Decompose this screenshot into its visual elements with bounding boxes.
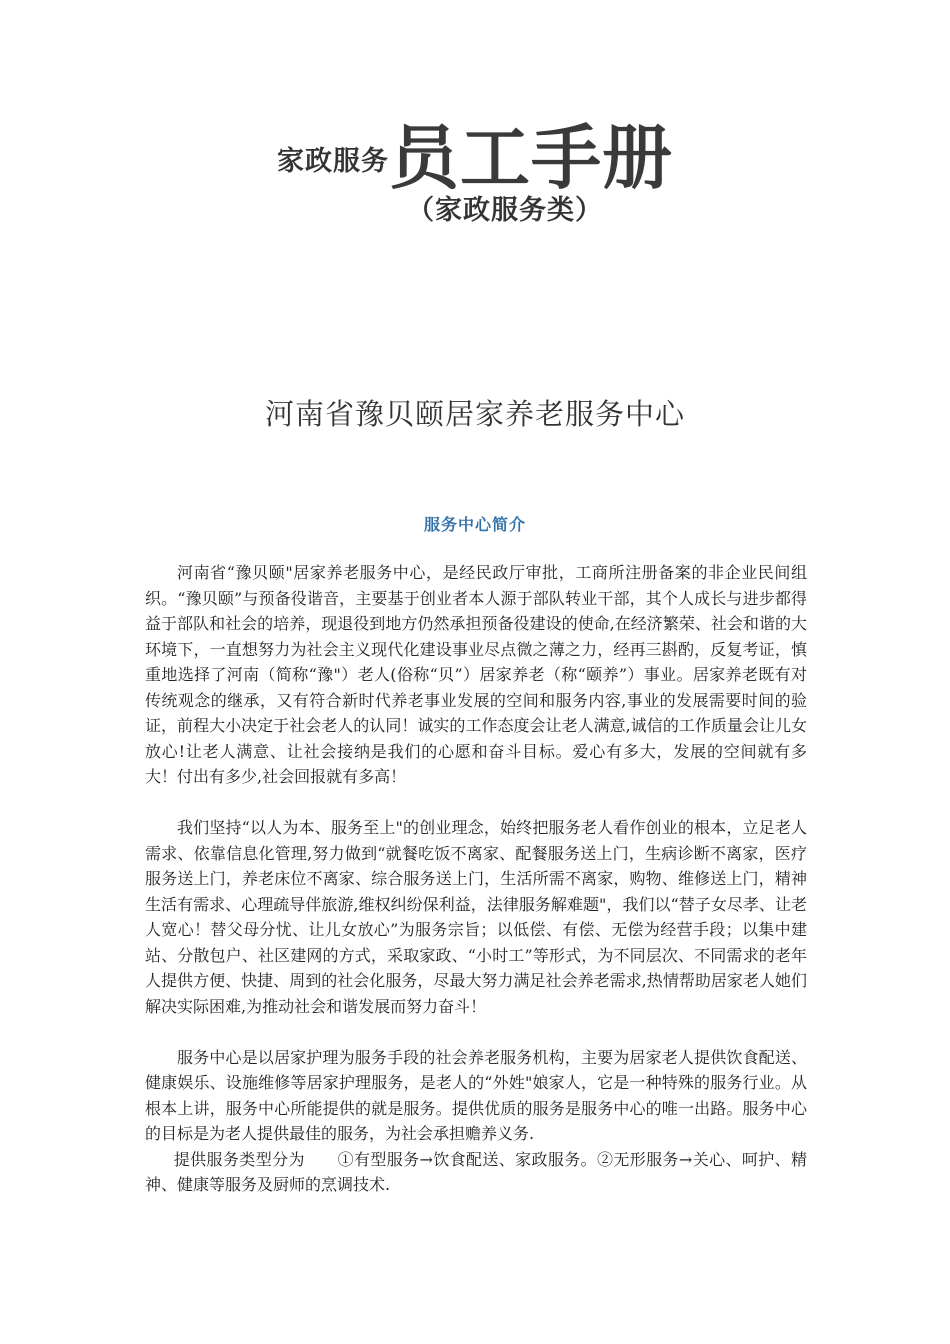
section-body: [145, 560, 807, 1198]
paragraph-mission: 服务中心是以居家护理为服务手段的社会养老服务机构，主要为居家老人提供饮食配送、健康娱乐、设施维修等居家护理服务，是老人的“外姓"娘家人，它是一种特殊的服务行业。从根本上讲，服务中心所能提供的就是服务。提供优质的服务是服务中心的唯一出路。服务中心的目标是为老人提供最佳的服务，为社会承担赡养义务.: [145, 1047, 807, 1143]
paragraph-philosophy: 我们坚持“以人为本、服务至上"的创业理念，始终把服务老人看作创业的根本，立足老人需求、依靠信息化管理,努力做到“就餐吃饭不离家、配餐服务送上门，生病诊断不离家，医疗服务送上门，养老床位不离家、综合服务送上门，生活所需不离家，购物、维修送上门，精神生活有需求、心理疏导伴旅游,维权纠纷保利益，法律服务解难题"，我们以“替子女尽孝、让老人宽心！替父母分忧、让儿女放心”为服务宗旨；以低偿、有偿、无偿为经营手段；以集中建站、分散包户、社区建网的方式，采取家政、“小时工”等形式，为不同层次、不同需求的老年人提供方便、快捷、周到的社会化服务，尽最大努力满足社会养老需求,热情帮助居家老人她们解决实际困难,为推动社会和谐发展而努力奋斗！: [145, 818, 807, 1016]
document-title: 员工手册: [389, 117, 673, 199]
title-prefix: 家政服务: [277, 146, 389, 177]
title-block: [0, 118, 950, 227]
paragraph-service-types: 提供服务类型分为 ①有型服务→饮食配送、家政服务。②无形服务→关心、呵护、精神、健康等服务及厨师的烹调技术.: [145, 1149, 807, 1194]
organization-name: 河南省豫贝颐居家养老服务中心: [264, 397, 685, 431]
paragraph-intro: 河南省“豫贝颐"居家养老服务中心，是经民政厅审批，工商所注册备案的非企业民间组织。“豫贝颐”与预备役谐音，主要基于创业者本人源于部队转业干部，其个人成长与进步都得益于部队和社会的培养，现退役到地方仍然承担预备役建设的使命,在经济繁荣、社会和谐的大环境下，一直想努力为社会主义现代化建设事业尽点微之薄之力，经再三斟酌，反复考证，慎重地选择了河南（简称“豫"）老人(俗称“贝”）居家养老（称“颐养”）事业。居家养老既有对传统观念的继承，又有符合新时代养老事业发展的空间和服务内容,事业的发展需要时间的验证，前程大小决定于社会老人的认同！诚实的工作态度会让老人满意,诚信的工作质量会让儿女放心!让老人满意、让社会接纳是我们的心愿和奋斗目标。爱心有多大，发展的空间就有多大！付出有多少,社会回报就有多高！: [145, 563, 807, 786]
section-heading: 服务中心简介: [423, 515, 526, 534]
document-subtitle: （家政服务类）: [407, 195, 603, 226]
title-line: [277, 118, 673, 198]
